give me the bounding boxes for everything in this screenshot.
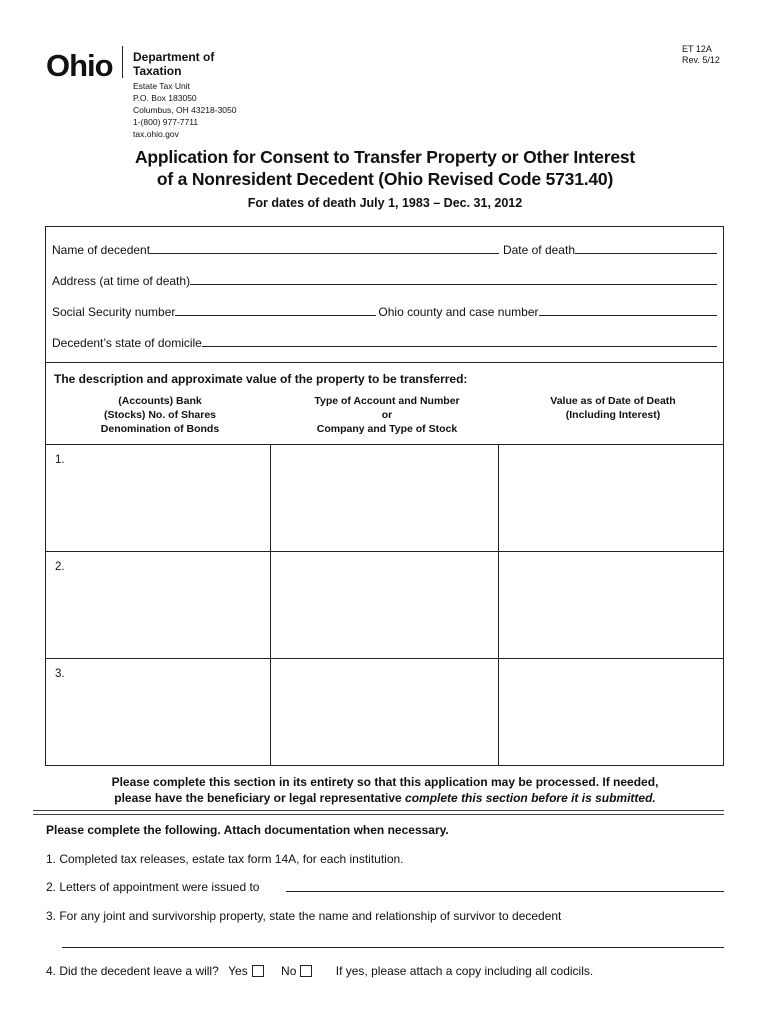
notice-line-2-emphasis: complete this section before it is submitted. [405,791,656,805]
address-line: Columbus, OH 43218-3050 [133,105,237,115]
address-line: P.O. Box 183050 [133,93,197,103]
column-header-line: (Stocks) No. of Shares [103,409,217,421]
question-3: 3. For any joint and survivorship property, state the name and relationship of survivor to decedent [46,909,562,923]
survivor-field[interactable] [62,947,724,948]
title-line-2: of a Nonresident Decedent (Ohio Revised Code 5731.40) [156,169,614,189]
notice-line-1: Please complete this section in its entirety so that this application may be processed. If needed, [111,775,659,789]
row-2-account-cell[interactable] [271,551,499,658]
row-3-value-cell[interactable] [499,658,723,766]
name-of-decedent-field[interactable] [150,253,499,254]
form-subtitle: For dates of death July 1, 1983 – Dec. 31, 2012 [247,196,523,210]
property-section [46,362,723,766]
address-row [52,270,717,288]
agency-address [133,80,236,140]
row-number: 1. [55,454,65,466]
appointment-field[interactable] [286,891,724,892]
department-line-1: Department of [133,50,215,64]
logo-divider [122,46,123,78]
form-number: ET 12A [682,44,712,54]
notice-line-2 [0,790,770,806]
column-header-value [518,394,708,422]
question-4-text: 4. Did the decedent leave a will? [46,964,219,978]
ssn-label: Social Security number [52,305,176,319]
column-header-line: Value as of Date of Death [550,395,676,407]
form-title [0,146,770,190]
will-yes-checkbox[interactable] [252,965,264,977]
column-header-line: or [381,409,393,421]
address-label: Address (at time of death) [52,274,191,288]
ssn-field[interactable] [175,315,376,316]
agency-header [46,46,286,139]
question-4 [46,964,593,978]
question-2: 2. Letters of appointment were issued to [46,880,260,894]
website-link[interactable]: tax.ohio.gov [133,129,179,139]
notice-line-2-text: please have the beneficiary or legal representative [114,791,406,805]
row-2-value-cell[interactable] [499,551,723,658]
row-number: 3. [55,668,65,680]
questions-heading: Please complete the following. Attach documentation when necessary. [46,823,449,837]
column-header-line: (Accounts) Bank [118,395,202,407]
question-1: 1. Completed tax releases, estate tax form 14A, for each institution. [46,852,404,866]
completion-notice [0,774,770,806]
county-case-label: Ohio county and case number [378,305,539,319]
column-header-line: (Including Interest) [565,409,661,421]
row-1-value-cell[interactable] [499,444,723,551]
date-of-death-label: Date of death [502,243,575,257]
will-yes-label: Yes [228,964,248,978]
title-line-1: Application for Consent to Transfer Property or Other Interest [134,147,636,167]
form-identifier [682,44,730,66]
phone-number: 1-(800) 977-7711 [133,117,199,127]
column-header-line: Company and Type of Stock [316,423,458,435]
section-divider [33,810,724,815]
row-2-bank-cell[interactable] [46,551,271,658]
domicile-label: Decedent’s state of domicile [52,336,202,350]
name-row [52,239,717,257]
decedent-info-box [45,226,724,766]
county-case-field[interactable] [539,315,718,316]
domicile-row [52,332,717,350]
row-1-account-cell[interactable] [271,444,499,551]
column-header-account-type [282,394,492,436]
will-note: If yes, please attach a copy including all codicils. [335,964,594,978]
ohio-logo: Ohio [46,48,113,83]
column-header-line: Denomination of Bonds [100,423,220,435]
ssn-row [52,301,717,319]
property-heading: The description and approximate value of the property to be transferred: [54,372,468,386]
form-revision: Rev. 5/12 [682,55,720,65]
row-3-bank-cell[interactable] [46,658,271,766]
name-of-decedent-label: Name of decedent [52,243,151,257]
address-line: Estate Tax Unit [133,81,191,91]
column-header-line: Type of Account and Number [314,395,460,407]
address-field[interactable] [190,284,717,285]
will-no-checkbox[interactable] [300,965,312,977]
date-of-death-field[interactable] [575,253,717,254]
row-1-bank-cell[interactable] [46,444,271,551]
domicile-field[interactable] [202,346,717,347]
department-name [133,50,214,78]
department-line-2: Taxation [133,64,182,78]
will-no-label: No [281,964,297,978]
row-number: 2. [55,561,65,573]
row-3-account-cell[interactable] [271,658,499,766]
column-header-bank [70,394,250,436]
